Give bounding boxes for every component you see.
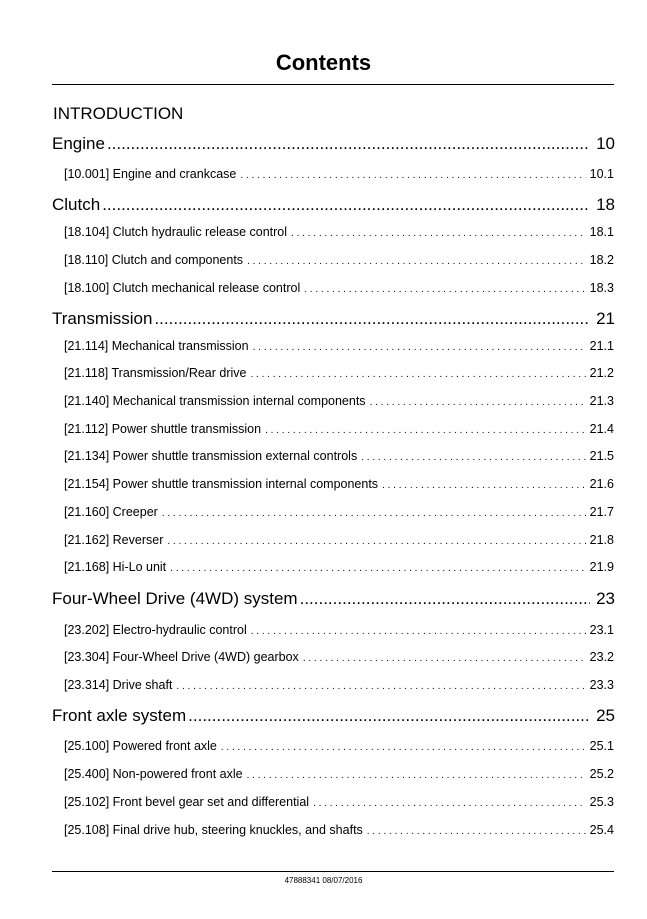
- toc-section[interactable]: [64, 676, 614, 694]
- dot-leader: [251, 366, 586, 382]
- toc-section-page: 21.7: [589, 505, 614, 519]
- toc-section[interactable]: [64, 165, 614, 183]
- toc-section[interactable]: [64, 337, 614, 355]
- toc-section-label: [21.118] Transmission/Rear drive: [64, 366, 247, 380]
- toc-section[interactable]: [64, 364, 614, 382]
- dot-leader: [303, 650, 586, 666]
- dot-leader: [107, 133, 590, 155]
- dot-leader: [176, 678, 585, 694]
- toc-section-label: [23.202] Electro-hydraulic control: [64, 623, 247, 637]
- toc-section-page: 18.2: [589, 253, 614, 267]
- dot-leader: [102, 194, 590, 216]
- dot-leader: [304, 281, 585, 297]
- toc-section-page: 21.4: [589, 422, 614, 436]
- toc-chapter-transmission[interactable]: [52, 308, 615, 330]
- toc-chapter-4wd[interactable]: [52, 588, 615, 610]
- toc-chapter-title: Engine: [52, 134, 105, 153]
- toc-section-page: 10.1: [589, 167, 614, 181]
- dot-leader: [170, 560, 586, 576]
- toc-section[interactable]: [64, 420, 614, 438]
- dot-leader: [188, 705, 590, 727]
- toc-chapter-front-axle[interactable]: [52, 705, 615, 727]
- dot-leader: [251, 623, 586, 639]
- toc-chapter-title: Clutch: [52, 195, 101, 214]
- dot-leader: [367, 823, 586, 839]
- toc-section-page: 25.1: [589, 739, 614, 753]
- toc-section-page: 23.1: [589, 623, 614, 637]
- dot-leader: [154, 308, 590, 330]
- toc-section[interactable]: [64, 648, 614, 666]
- toc-section-label: [23.304] Four-Wheel Drive (4WD) gearbox: [64, 650, 299, 664]
- dot-leader: [313, 795, 586, 811]
- toc-chapter-page: 23: [596, 589, 615, 608]
- toc-section-page: 23.2: [589, 650, 614, 664]
- toc-section-label: [21.168] Hi-Lo unit: [64, 560, 167, 574]
- toc-section-page: 21.1: [589, 339, 614, 353]
- toc-section-label: [25.400] Non-powered front axle: [64, 767, 243, 781]
- toc-section[interactable]: [64, 621, 614, 639]
- dot-leader: [300, 588, 590, 610]
- toc-section-page: 21.5: [589, 449, 614, 463]
- toc-section-page: 18.3: [589, 281, 614, 295]
- toc-section-label: [23.314] Drive shaft: [64, 678, 173, 692]
- toc-section[interactable]: [64, 223, 614, 241]
- toc-section[interactable]: [64, 558, 614, 576]
- dot-leader: [247, 767, 586, 783]
- toc-section-page: 23.3: [589, 678, 614, 692]
- toc-section-page: 21.9: [589, 560, 614, 574]
- toc-section-page: 21.2: [589, 366, 614, 380]
- dot-leader: [291, 225, 586, 241]
- page-title: Contents: [275, 50, 372, 75]
- toc-section-label: [25.102] Front bevel gear set and differential: [64, 795, 310, 809]
- toc-section[interactable]: [64, 447, 614, 465]
- toc-section[interactable]: [64, 793, 614, 811]
- toc-section[interactable]: [64, 279, 614, 297]
- toc-section[interactable]: [64, 765, 614, 783]
- toc-section[interactable]: [64, 251, 614, 269]
- toc-section-label: [21.140] Mechanical transmission internal components: [64, 394, 366, 408]
- toc-section-page: 21.8: [589, 533, 614, 547]
- toc-chapter-title: Four-Wheel Drive (4WD) system: [52, 589, 298, 608]
- toc-section-label: [21.162] Reverser: [64, 533, 164, 547]
- toc-section-label: [21.134] Power shuttle transmission external controls: [64, 449, 358, 463]
- dot-leader: [382, 477, 586, 493]
- bottom-rule: [52, 871, 614, 872]
- dot-leader: [162, 505, 586, 521]
- dot-leader: [370, 394, 586, 410]
- toc-chapter-page: 18: [596, 195, 615, 214]
- toc-chapter-page: 21: [596, 309, 615, 328]
- toc-chapter-page: 10: [596, 134, 615, 153]
- toc-section-label: [21.160] Creeper: [64, 505, 158, 519]
- top-rule: [52, 84, 614, 85]
- introduction-heading[interactable]: INTRODUCTION: [53, 104, 184, 123]
- toc-section-page: 25.4: [589, 823, 614, 837]
- toc-chapter-page: 25: [596, 706, 615, 725]
- toc-section-label: [25.108] Final drive hub, steering knuckles, and shafts: [64, 823, 363, 837]
- dot-leader: [361, 449, 585, 465]
- toc-chapter-engine[interactable]: [52, 133, 615, 155]
- toc-section[interactable]: [64, 531, 614, 549]
- toc-section[interactable]: [64, 503, 614, 521]
- toc-section[interactable]: [64, 475, 614, 493]
- toc-section-page: 21.6: [589, 477, 614, 491]
- toc-chapter-clutch[interactable]: [52, 194, 615, 216]
- toc-section-label: [18.100] Clutch mechanical release control: [64, 281, 301, 295]
- toc-section-page: 18.1: [589, 225, 614, 239]
- toc-section-page: 21.3: [589, 394, 614, 408]
- toc-section[interactable]: [64, 737, 614, 755]
- dot-leader: [247, 253, 586, 269]
- toc-section-label: [21.154] Power shuttle transmission internal components: [64, 477, 379, 491]
- dot-leader: [167, 533, 585, 549]
- toc-section[interactable]: [64, 821, 614, 839]
- dot-leader: [221, 739, 586, 755]
- dot-leader: [240, 167, 585, 183]
- toc-section-page: 25.3: [589, 795, 614, 809]
- toc-section-page: 25.2: [589, 767, 614, 781]
- page-footer: 47888341 08/07/2016: [284, 876, 363, 885]
- toc-chapter-title: Transmission: [52, 309, 153, 328]
- dot-leader: [253, 339, 586, 355]
- dot-leader: [265, 422, 586, 438]
- toc-section-label: [21.112] Power shuttle transmission: [64, 422, 262, 436]
- toc-section-label: [10.001] Engine and crankcase: [64, 167, 237, 181]
- toc-section-label: [18.104] Clutch hydraulic release control: [64, 225, 288, 239]
- toc-section-label: [25.100] Powered front axle: [64, 739, 217, 753]
- toc-section[interactable]: [64, 392, 614, 410]
- toc-section-label: [18.110] Clutch and components: [64, 253, 244, 267]
- toc-chapter-title: Front axle system: [52, 706, 187, 725]
- toc-section-label: [21.114] Mechanical transmission: [64, 339, 249, 353]
